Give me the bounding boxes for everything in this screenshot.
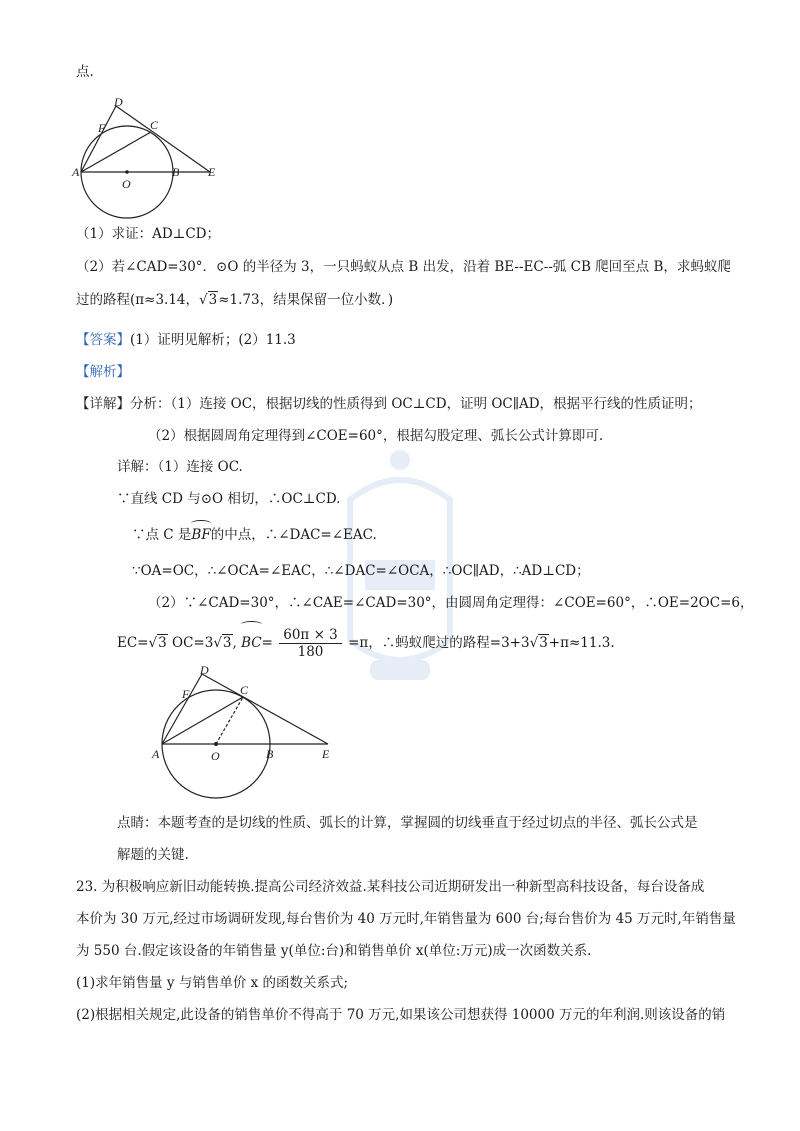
label-d: D [200,663,209,677]
solution-line-5: （2）∵∠CAD=30°，∴∠CAE=∠CAD=30°，由圆周角定理得：∠COE=60°，∴OE=2OC=6， [148,595,754,611]
q23-sub-1: (1)求年销售量 y 与销售单价 x 的函数关系式; [76,975,349,991]
geometry-figure-2 [150,664,350,804]
label-b: B [172,165,180,179]
question-part-1: （1）求证：AD⊥CD； [76,226,221,242]
answer-line: 【答案】(1）证明见解析；(2）11.3 [76,332,296,348]
comment-line-2: 解题的关键. [117,847,189,863]
label-f: F [182,687,190,701]
solution-line-4: ∵OA=OC，∴∠OCA=∠EAC，∴∠DAC=∠OCA，∴OC∥AD，∴AD⊥CD； [132,563,590,579]
arc-bc: BC [241,626,262,660]
label-c: C [240,683,249,697]
q23-line-3: 为 550 台.假定该设备的年销售量 y(单位:台)和销售单价 x(单位:万元)成一次函数关系. [76,943,592,959]
arc-bf: BF [191,527,211,543]
label-o: O [122,177,131,191]
label-e: E [208,165,216,179]
solution-line-6: EC=√3 OC=3√3, BC= $\frac{60\pi \times 3}{180}$ =π，∴蚂蚁爬过的路程=3+3√3+π≈11.3. [117,627,615,660]
analysis-tag: 【解析】 [76,364,130,380]
label-c: C [150,118,159,132]
question-part-2-line-2: 过的路程(π≈3.14，√3≈1.73，结果保留一位小数．) [76,292,394,308]
q23-line-1: 23. 为积极响应新旧动能转换.提高公司经济效益.某科技公司近期研发出一种新型高科技设备，每台设备成 [76,879,705,895]
label-d: D [114,95,123,109]
comment-line-1: 点睛：本题考查的是切线的性质、弧长的计算，掌握圆的切线垂直于经过切点的半径、弧长公式是 [117,815,698,831]
detail-line: 【详解】分析：（1）连接 OC，根据切线的性质得到 OC⊥CD，证明 OC∥AD，根据平行线的性质证明； [76,396,702,412]
arc-length-fraction: $\frac{60\pi \times 3}{180}$ [279,627,342,660]
solution-line-2: ∵直线 CD 与⊙O 相切，∴OC⊥CD. [117,491,341,507]
detail-tag: 【详解】 [76,396,130,412]
label-b: B [266,747,274,761]
q23-sub-2: (2)根据相关规定,此设备的销售单价不得高于 70 万元,如果该公司想获得 10000 万元的年利润.则该设备的销 [76,1007,726,1023]
top-fragment: 点. [76,64,94,80]
analysis-part-2: （2）根据圆周角定理得到∠COE=60°，根据勾股定理、弧长公式计算即可. [148,428,604,444]
label-a: A [152,747,160,761]
label-f: F [98,121,106,135]
q23-line-2: 本价为 30 万元,经过市场调研发现,每台售价为 40 万元时,年销售量为 600 台;每台售价为 45 万元时,年销售量 [76,911,736,927]
geometry-figure-1 [70,96,230,216]
answer-tag: 【答案】 [76,332,130,348]
label-e: E [322,747,330,761]
solution-line-1: 详解：（1）连接 OC. [117,459,243,475]
label-o: O [211,749,220,763]
solution-line-3: ∵点 C 是BF的中点，∴∠DAC=∠EAC. [132,527,377,543]
question-part-2-line-1: （2）若∠CAD=30°．⊙O 的半径为 3，一只蚂蚁从点 B 出发，沿着 BE--EC--弧 CB 爬回至点 B，求蚂蚁爬 [76,259,731,275]
label-a: A [72,165,80,179]
